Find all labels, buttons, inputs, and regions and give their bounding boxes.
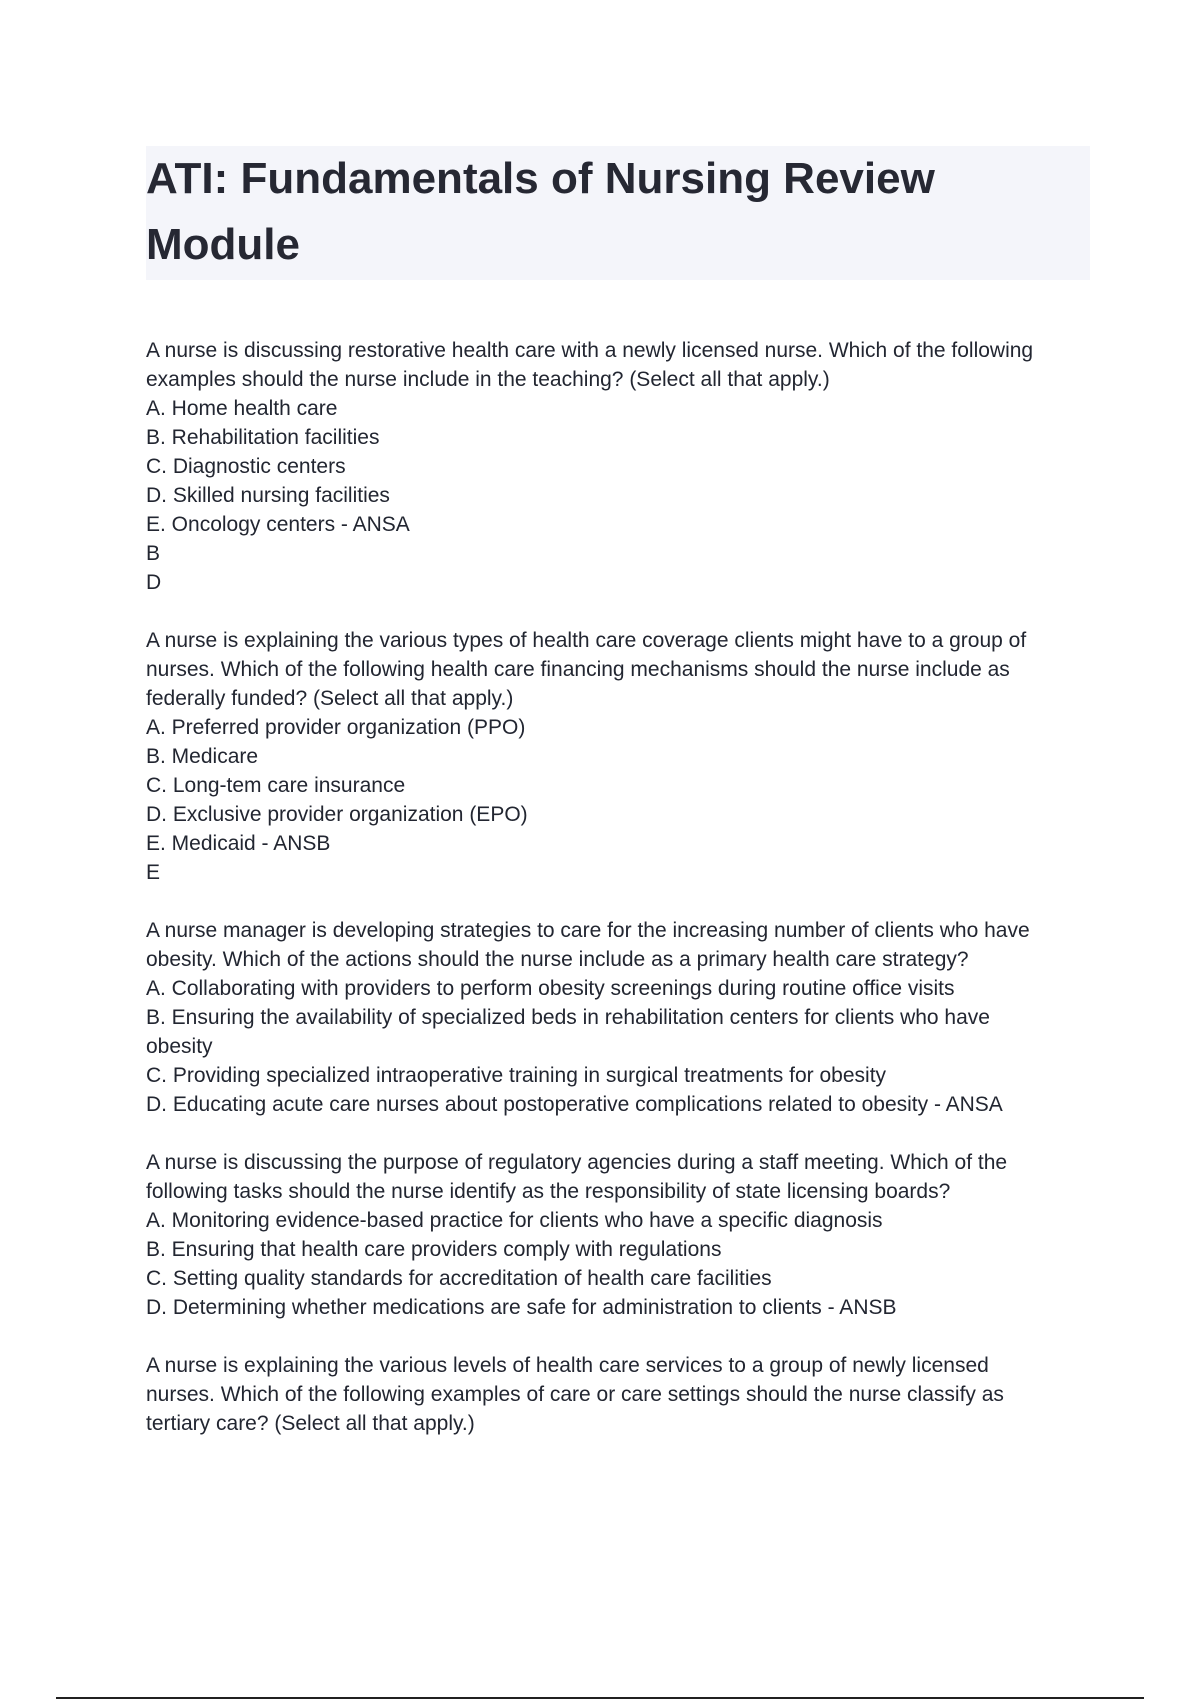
question-4-stem-line-2: following tasks should the nurse identify as the responsibility of state licensing boards?	[146, 1180, 951, 1203]
question-3-option-b-line-2: obesity	[146, 1035, 213, 1058]
question-2-option-e: E. Medicaid - ANSB	[146, 832, 331, 855]
question-4-option-b: B. Ensuring that health care providers comply with regulations	[146, 1238, 722, 1261]
question-1-answer-1: B	[146, 542, 161, 565]
question-5-stem-line-3: tertiary care? (Select all that apply.)	[146, 1412, 475, 1435]
question-5-stem-line-2: nurses. Which of the following examples of care or care settings should the nurse classify as	[146, 1383, 1004, 1406]
document-title-line-1: ATI: Fundamentals of Nursing Review	[146, 154, 935, 203]
question-3-option-b-line-1: B. Ensuring the availability of specialized beds in rehabilitation centers for clients who have	[146, 1006, 990, 1029]
question-2-stem-line-1: A nurse is explaining the various types of health care coverage clients might have to a group of	[146, 629, 1027, 652]
question-2-option-a: A. Preferred provider organization (PPO)	[146, 716, 526, 739]
question-1-option-c: C. Diagnostic centers	[146, 455, 346, 478]
question-5-stem-line-1: A nurse is explaining the various levels of health care services to a group of newly licensed	[146, 1354, 989, 1377]
question-1-stem-line-2: examples should the nurse include in the teaching? (Select all that apply.)	[146, 368, 830, 391]
question-4	[146, 1148, 1090, 1322]
question-3-option-c: C. Providing specialized intraoperative training in surgical treatments for obesity	[146, 1064, 887, 1087]
question-3	[146, 916, 1090, 1119]
question-1-option-a: A. Home health care	[146, 397, 338, 420]
question-1-answer-2: D	[146, 571, 162, 594]
question-1-option-e: E. Oncology centers - ANSA	[146, 513, 410, 536]
question-2-option-d: D. Exclusive provider organization (EPO)	[146, 803, 528, 826]
question-2-stem-line-3: federally funded? (Select all that apply.)	[146, 687, 514, 710]
question-4-option-c: C. Setting quality standards for accreditation of health care facilities	[146, 1267, 772, 1290]
question-1-stem-line-1: A nurse is discussing restorative health care with a newly licensed nurse. Which of the following	[146, 339, 1034, 362]
question-2-stem-line-2: nurses. Which of the following health care financing mechanisms should the nurse include as	[146, 658, 1010, 681]
question-2-answer-1: E	[146, 861, 161, 884]
document-title-line-2: Module	[146, 220, 300, 269]
question-1	[146, 336, 1090, 597]
question-3-option-d: D. Educating acute care nurses about postoperative complications related to obesity - ANSA	[146, 1093, 1003, 1116]
question-4-stem-line-1: A nurse is discussing the purpose of regulatory agencies during a staff meeting. Which of the	[146, 1151, 1008, 1174]
question-2-option-b: B. Medicare	[146, 745, 259, 768]
question-1-option-b: B. Rehabilitation facilities	[146, 426, 380, 449]
question-3-stem-line-1: A nurse manager is developing strategies to care for the increasing number of clients who have	[146, 919, 1030, 942]
title-banner	[146, 146, 1090, 280]
question-2	[146, 626, 1090, 887]
question-2-option-c: C. Long-tem care insurance	[146, 774, 406, 797]
question-4-option-d: D. Determining whether medications are safe for administration to clients - ANSB	[146, 1296, 897, 1319]
question-4-option-a: A. Monitoring evidence-based practice for clients who have a specific diagnosis	[146, 1209, 883, 1232]
question-5	[146, 1351, 1090, 1438]
question-3-option-a: A. Collaborating with providers to perform obesity screenings during routine office visits	[146, 977, 955, 1000]
question-1-option-d: D. Skilled nursing facilities	[146, 484, 390, 507]
question-list	[146, 336, 1090, 1467]
question-3-stem-line-2: obesity. Which of the actions should the nurse include as a primary health care strategy?	[146, 948, 969, 971]
footer-divider	[56, 1697, 1144, 1699]
document-title	[146, 146, 1090, 278]
